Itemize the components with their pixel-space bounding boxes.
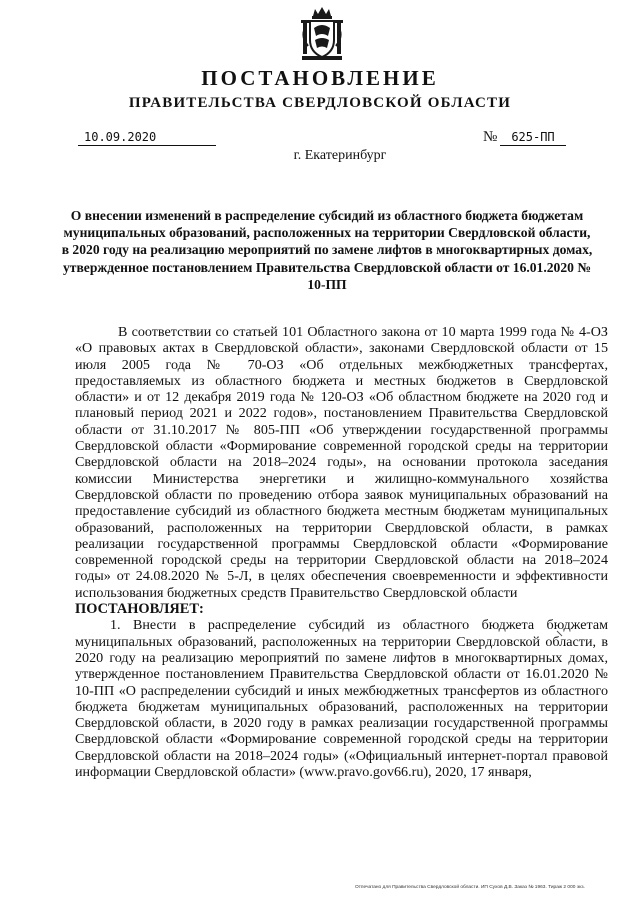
stray-mark-icon bbox=[556, 630, 564, 638]
document-number: 625-ПП bbox=[500, 130, 566, 146]
document-date: 10.09.2020 bbox=[78, 130, 216, 146]
coat-of-arms-icon bbox=[300, 6, 344, 62]
document-subtitle: ПРАВИТЕЛЬСТВА СВЕРДЛОВСКОЙ ОБЛАСТИ bbox=[128, 95, 512, 111]
document-number-label: № bbox=[483, 129, 498, 145]
document-city: г. Екатеринбург bbox=[293, 148, 387, 163]
item-1-paragraph: 1. Внести в распределение субсидий из областного бюджета бюджетам муниципальных образований, расположенных на территории Свердловской области, в 2020 году на реализацию мероприятий по замене лифтов в многоквартирных домах, утвержденное постановлением Правительства Свердловской области от 16.01.2020 № 10-ПП «О распределении субсидий и иных межбюджетных трансфертов из областного бюджета бюджетам муниципальных образований, расположенных на территории Свердловской области, в 2020 году в рамках реализации государственной программы Свердловской области «Формирование современной городской среды на территории Свердловской области на 2018–2024 годы» («Официальный интернет-портал правовой информации Свердловской области» (www.pravo.gov66.ru), 2020, 17 января, bbox=[75, 617, 608, 781]
document-title: ПОСТАНОВЛЕНИЕ bbox=[201, 66, 439, 90]
document-body bbox=[75, 324, 608, 780]
preamble-paragraph: В соответствии со статьей 101 Областного закона от 10 марта 1999 года № 4-ОЗ «О правовых актах в Свердловской области», законами Свердловской области от 15 июля 2005 года № 70-ОЗ «Об отдельных межбюджетных трансфертах, предоставляемых из областного бюджета и местных бюджетов в Свердловской области» и от 12 декабря 2019 года № 120-ОЗ «Об областном бюджете на 2020 год и плановый период 2021 и 2022 годов», постановлением Правительства Свердловской области от 31.10.2017 № 805-ПП «Об утверждении государственной программы Свердловской области «Формирование современной городской среды на территории Свердловской области на 2018–2024 годы», на основании протокола заседания комиссии Министерства энергетики и жилищно-коммунального хозяйства Свердловской области по проведению отбора заявок муниципальных образований на предоставление субсидий из областного бюджета местным бюджетам муниципальных образований, расположенных на территории Свердловской области, в рамках реализации государственной программы Свердловской области «Формирование современной городской среды на территории Свердловской области на 2018–2024 годы» от 24.08.2020 № 5-Л, в целях обеспечения своевременности и эффективности использования бюджетных средств Правительство Свердловской области bbox=[75, 324, 608, 601]
decree-word: ПОСТАНОВЛЯЕТ: bbox=[75, 601, 204, 618]
document-heading: О внесении изменений в распределение субсидий из областного бюджета бюджетам муниципальных образований, расположенных на территории Свердловской области, в 2020 году на реализацию мероприятий по замене лифтов в многоквартирных домах, утвержденное постановлением Правительства Свердловской области от 16.01.2020 № 10-ПП bbox=[61, 208, 593, 292]
print-footer: Отпечатано для Правительства Свердловской области. ИП Сухов Д.В. Заказ № 1963. Тираж 2 000 экз. bbox=[355, 885, 585, 890]
